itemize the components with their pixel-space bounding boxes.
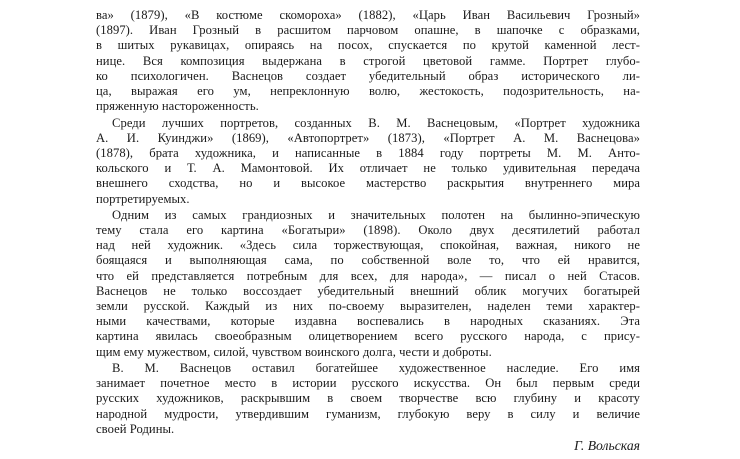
text-line: занимает почетное место в истории русского искусства. Он был первым среди	[96, 376, 640, 391]
text-line: что ей представляется потребным для всех, для народа», — писал о ней Стасов.	[96, 268, 640, 283]
text-line: А. И. Куинджи» (1869), «Автопортрет» (1873), «Портрет А. М. Васнецова»	[96, 130, 640, 145]
text-line: картина явилась своеобразным олицетворением всего русского народа, с прису-	[96, 329, 640, 344]
text-line: Васнецов не только воссоздает убедительный внешний облик могучих богатырей	[96, 283, 640, 298]
text-line: (1878), брата художника, и написанные в 1884 году портреты М. М. Анто-	[96, 145, 640, 160]
text-line: ца, выражая его ум, непреклонную волю, жестокость, подозрительность, на-	[96, 83, 640, 98]
text-line: щим ему мужеством, силой, чувством воинского долга, чести и доброты.	[96, 344, 492, 359]
text-line: ва» (1879), «В костюме скомороха» (1882), «Царь Иван Васильевич Грозный»	[96, 8, 640, 22]
text-line: боящаяся и выполняющая сама, по собственной воле то, что ей нравится,	[96, 253, 640, 268]
text-line: русских художников, раскрывшим в своем творчестве всю глубину и красоту	[96, 391, 640, 406]
text-line: внешнего сходства, но и высокое мастерство раскрытия внутреннего мира	[96, 176, 640, 191]
text-line: над ней художник. «Здесь сила торжествующая, спокойная, важная, никого не	[96, 238, 640, 253]
text-line: народной мудрости, утвердившим гуманизм, глубокую веру в силу и величие	[96, 406, 640, 421]
author-signature: Г. Вольская	[574, 438, 640, 453]
text-line: нице. Вся композиция выдержана в строгой цветовой гамме. Портрет глубо-	[96, 53, 640, 68]
text-line: ко психологичен. Васнецов создает убедительный образ исторического ли-	[96, 68, 640, 83]
text-line: ными качествами, которые издавна воспевались в народных сказаниях. Эта	[96, 314, 640, 329]
text-line: (1897). Иван Грозный в расшитом парчовом опашне, в шапочке с образками,	[96, 23, 640, 38]
text-line: Одним из самых грандиозных и значительных полотен на былинно-эпическую	[112, 207, 640, 222]
text-line: пряженную настороженность.	[96, 99, 259, 114]
text-line: тему стала его картина «Богатыри» (1898). Около двух десятилетий работал	[96, 223, 640, 238]
text-line: своей Родины.	[96, 421, 175, 436]
text-line: в шитых рукавицах, опираясь на посох, спускается по крутой каменной лест-	[96, 38, 640, 53]
text-line: портретируемых.	[96, 191, 190, 206]
text-line: земли русской. Каждый из них по-своему выразителен, наделен теми характер-	[96, 299, 640, 314]
text-line: кольского и Т. А. Мамонтовой. Их отличает не только удивительная передача	[96, 161, 640, 176]
text-line: В. М. Васнецов оставил богатейшее художественное наследие. Его имя	[112, 361, 640, 376]
text-line: Среди лучших портретов, созданных В. М. Васнецовым, «Портрет художника	[112, 115, 640, 130]
